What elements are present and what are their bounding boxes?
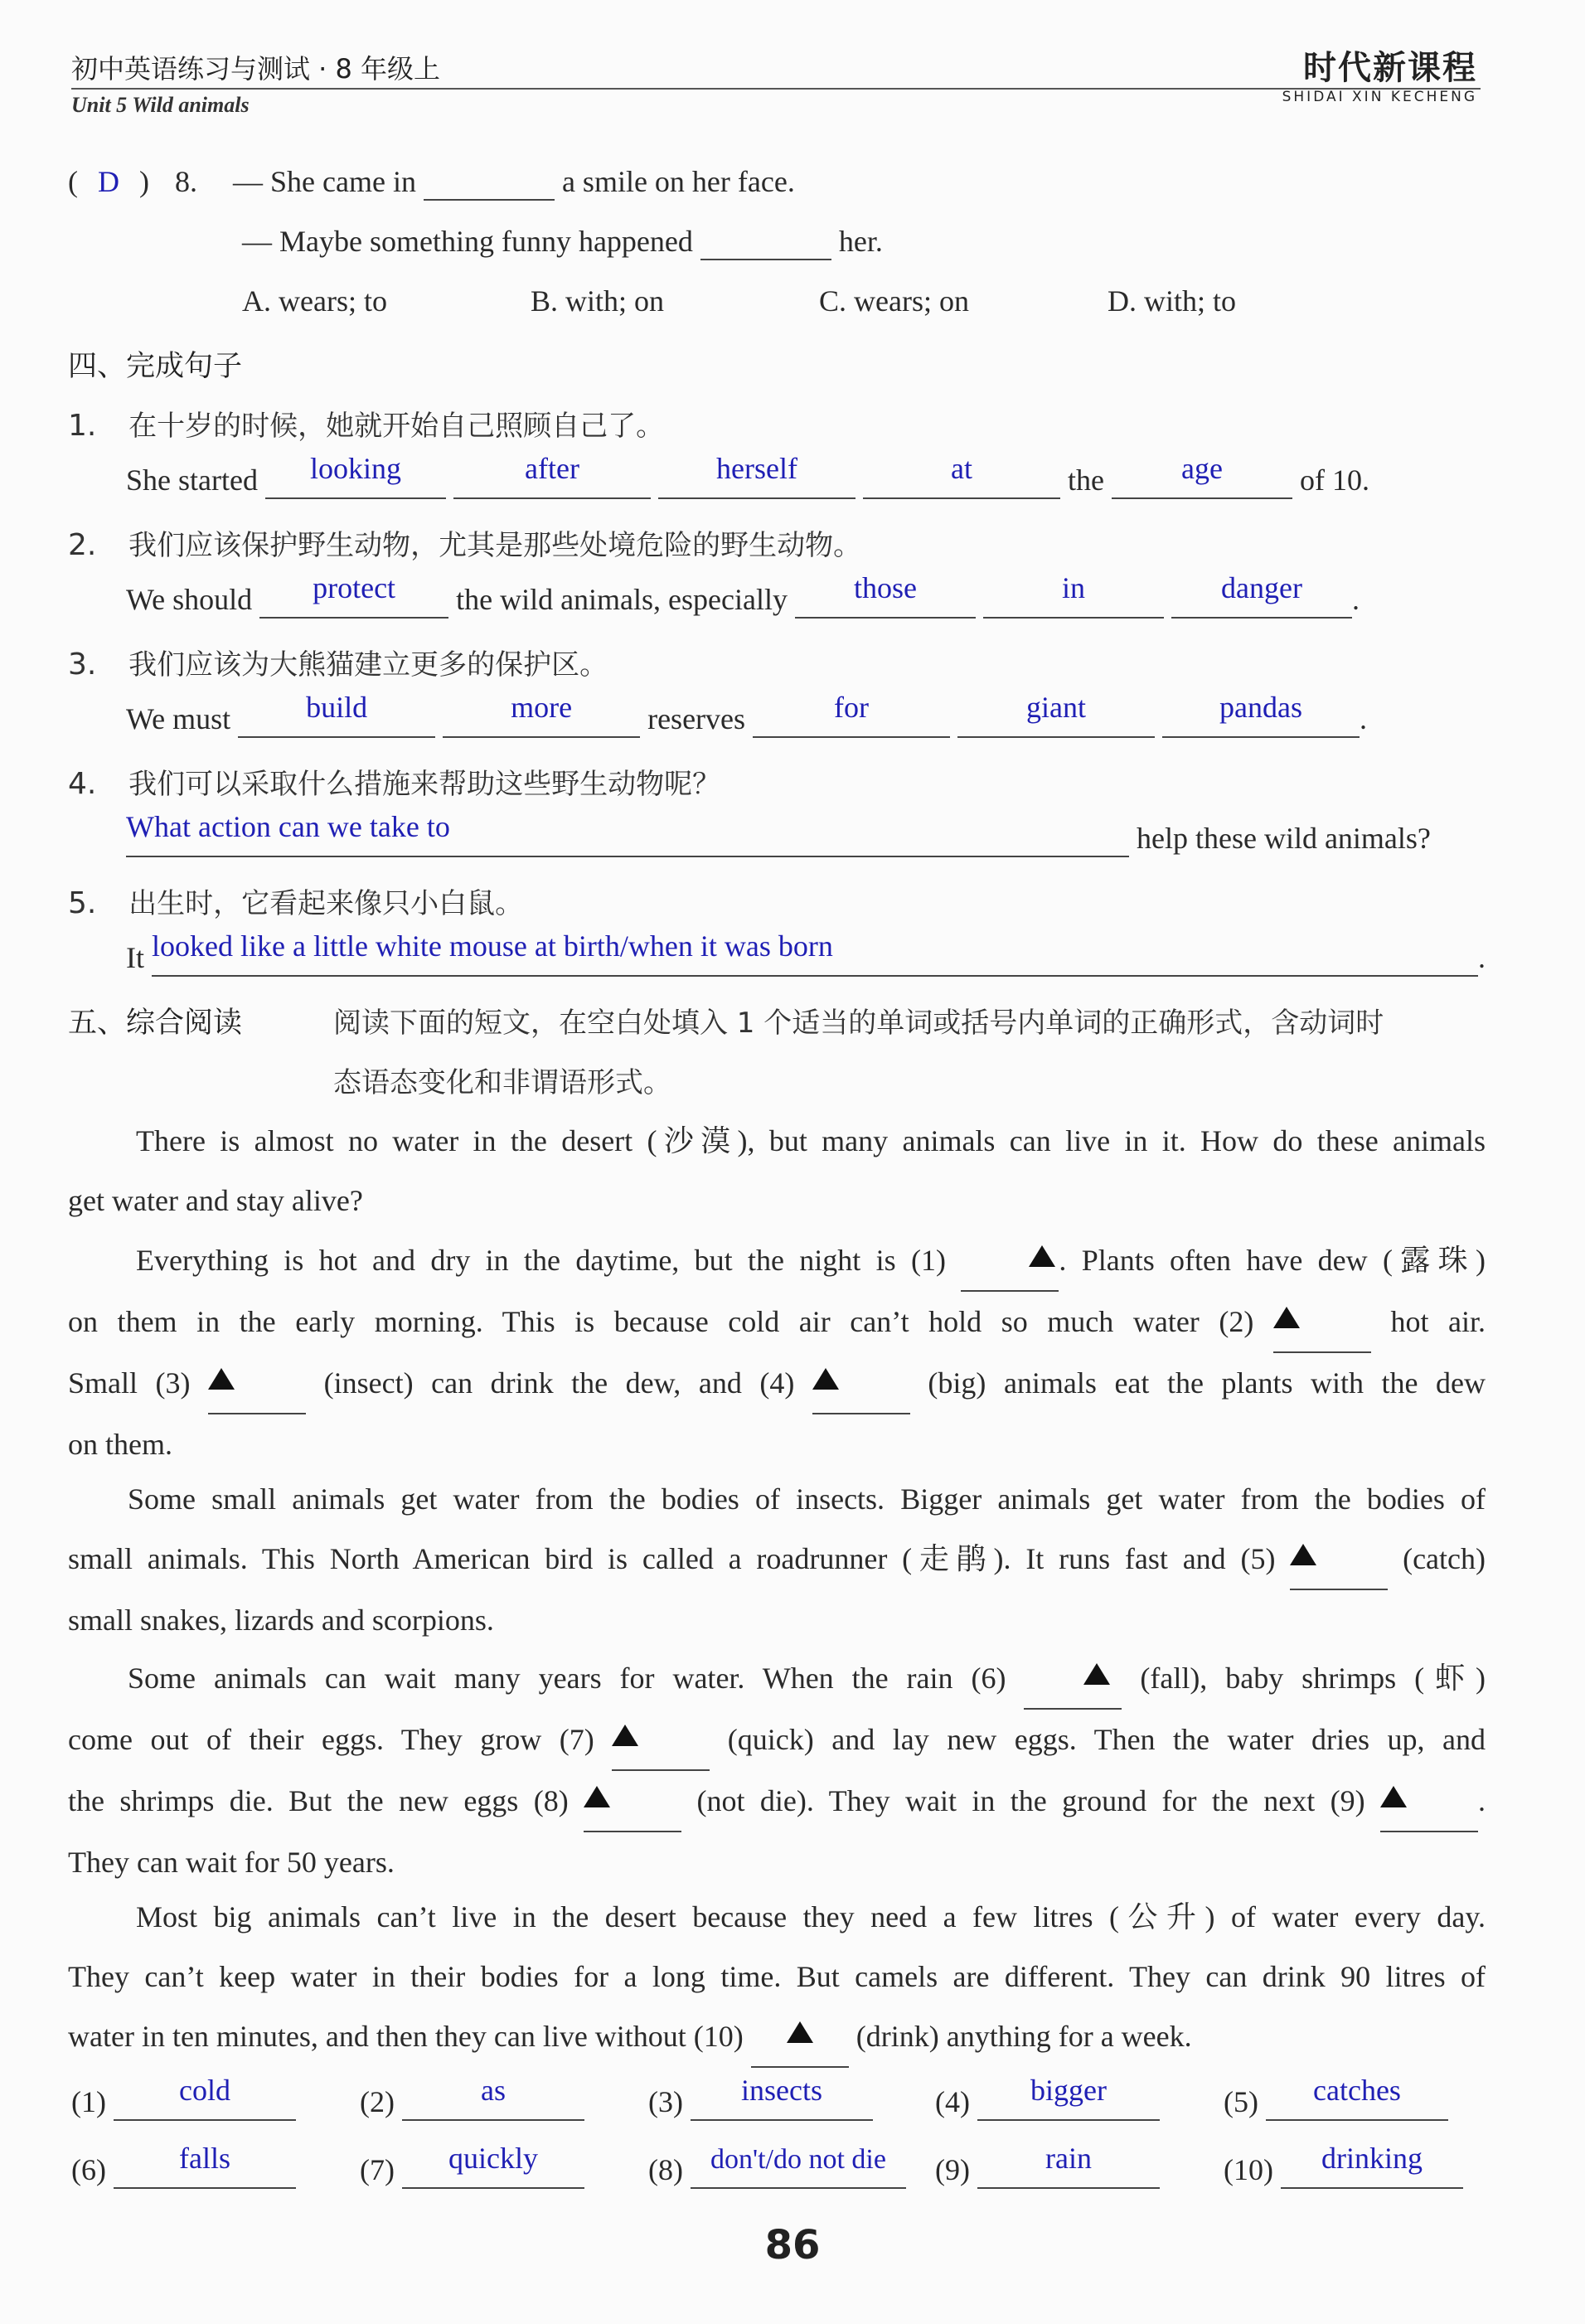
s4-item2-text-c: . — [1351, 583, 1360, 616]
p4-text-3: come out of their eggs. They grow (7) — [68, 1723, 594, 1756]
s4-item2-answer-2: those — [853, 571, 917, 604]
s4-item2-answer-3: in — [1061, 571, 1085, 604]
p4-text-1: Some animals can wait many years for water. When the rain (6) — [128, 1662, 1006, 1695]
q8-option-d: D. with; to — [1108, 284, 1237, 318]
answer-8 — [648, 2144, 906, 2189]
s4-item3-answer-3: for — [834, 691, 870, 724]
s4-item3-text-c: . — [1360, 702, 1368, 735]
answer-9-blank — [977, 2142, 1160, 2189]
s4-item3-blank-2 — [443, 691, 640, 738]
p5-text-1: water in ten minutes, and then they can live without (10) — [68, 2020, 744, 2053]
p5-line1: Most big animals can’t live in the desert because they need a few litres (公升) of water every day. — [136, 1900, 1486, 1933]
s4-item1-cn — [68, 403, 664, 444]
s4-item1-blank-2 — [453, 452, 651, 499]
blank-9-triangle-icon — [1380, 1786, 1407, 1807]
answer-2 — [360, 2074, 584, 2121]
q8-paren-open: ( — [68, 165, 78, 198]
s4-item1-text-b: the — [1067, 463, 1104, 497]
p4-line2 — [68, 1710, 1486, 1771]
answer-9-label: (9) — [935, 2153, 970, 2186]
answer-9-value: rain — [1045, 2142, 1092, 2175]
p4-line1 — [68, 1648, 1486, 1710]
s4-item1-text-a: She started — [126, 463, 258, 497]
q8-option-b: B. with; on — [531, 284, 665, 318]
s4-item1-answer-1: looking — [309, 452, 401, 485]
p2-line2 — [68, 1292, 1486, 1353]
s4-item4-answer: What action can we take to — [126, 810, 450, 843]
answer-3-value: insects — [740, 2074, 822, 2107]
s4-item1-sentence — [126, 452, 1369, 499]
section5-instruction-1: 阅读下面的短文，在空白处填入 1 个适当的单词或括号内单词的正确形式，含动词时 — [333, 1007, 1384, 1040]
answer-3 — [648, 2074, 873, 2121]
blank-1-triangle-icon — [1029, 1245, 1055, 1267]
q8-option-a: A. wears; to — [242, 284, 387, 318]
p4-text-4: (quick) and lay new eggs. Then the water dries up, and — [727, 1723, 1486, 1756]
s4-item2-answer-4: danger — [1221, 571, 1302, 604]
s4-item3-answer-5: pandas — [1219, 691, 1303, 724]
answer-5-value: catches — [1313, 2074, 1401, 2107]
p4-line3 — [68, 1771, 1486, 1832]
blank-4-triangle-icon — [812, 1368, 839, 1390]
s4-item2-cn — [68, 522, 861, 563]
q8-line1 — [68, 164, 795, 201]
unit-title: Unit 5 Wild animals — [71, 93, 250, 117]
q8-line2 — [242, 224, 883, 260]
s4-item5-answer: looked like a little white mouse at birth/when it was born — [152, 929, 833, 963]
answer-5-label: (5) — [1224, 2085, 1258, 2118]
answer-10-value: drinking — [1321, 2142, 1423, 2175]
answer-4 — [935, 2074, 1160, 2121]
q8-answer: D — [98, 165, 119, 198]
q8-line1-a: — She came in — [233, 165, 416, 198]
p1-line2: get water and stay alive? — [68, 1184, 363, 1217]
s4-item3-blank-3 — [753, 691, 950, 738]
blank-5 — [1290, 1529, 1388, 1590]
blank-2 — [1273, 1292, 1371, 1353]
s4-item3-cn — [68, 642, 608, 682]
blank-6-triangle-icon — [1083, 1663, 1110, 1685]
s4-item2-num: 2. — [68, 528, 97, 562]
p4-text-5: the shrimps die. But the new eggs (8) — [68, 1784, 569, 1817]
blank-10-triangle-icon — [787, 2021, 813, 2043]
p3-line3: small snakes, lizards and scorpions. — [68, 1604, 494, 1637]
passage-paragraph-2 — [68, 1230, 1486, 1474]
s4-item4-sentence — [126, 810, 1431, 857]
answer-1-blank — [114, 2074, 296, 2121]
answer-6-value: falls — [178, 2142, 230, 2175]
s4-item1-blank-3 — [658, 452, 856, 499]
s4-item3-chinese: 我们应该为大熊猫建立更多的保护区。 — [128, 648, 608, 682]
blank-1 — [961, 1230, 1059, 1292]
blank-4 — [812, 1353, 910, 1414]
s4-item3-answer-1: build — [306, 691, 368, 724]
s4-item5-sentence — [126, 929, 1486, 977]
blank-2-triangle-icon — [1273, 1307, 1300, 1328]
logo-chinese: 时代新课程 — [1303, 49, 1477, 87]
header-rule — [71, 88, 1481, 90]
p3-text-1: small animals. This North American bird is called a roadrunner (走鹃). It runs fast and (5) — [68, 1542, 1276, 1575]
answer-1-label: (1) — [71, 2085, 106, 2118]
s4-item5-blank — [152, 929, 1478, 977]
answer-8-value: don't/do not die — [710, 2144, 886, 2175]
blank-7 — [612, 1710, 710, 1771]
p2-line1 — [68, 1230, 1486, 1292]
s4-item2-blank-2 — [795, 571, 976, 619]
answer-6-blank — [114, 2142, 296, 2189]
s4-item2-text-b: the wild animals, especially — [456, 583, 788, 616]
q8-line2-a: — Maybe something funny happened — [242, 225, 693, 258]
p4-line4: They can wait for 50 years. — [68, 1846, 395, 1879]
blank-9 — [1380, 1771, 1478, 1832]
section5-title: 五、综合阅读 — [68, 1007, 243, 1040]
section4-title: 四、完成句子 — [68, 350, 243, 383]
p2-text-7: (big) animals eat the plants with the dew — [928, 1366, 1486, 1400]
passage-paragraph-3 — [68, 1469, 1486, 1650]
blank-3-triangle-icon — [208, 1368, 235, 1390]
s4-item1-blank-5 — [1112, 452, 1292, 499]
passage-paragraph-1 — [68, 1111, 1486, 1230]
s4-item1-answer-5: age — [1180, 452, 1223, 485]
answer-1 — [71, 2074, 296, 2121]
s4-item3-num: 3. — [68, 648, 97, 682]
q8-blank-1 — [424, 164, 555, 201]
s4-item5-text-a: It — [126, 941, 144, 974]
blank-5-triangle-icon — [1290, 1544, 1316, 1565]
answer-6 — [71, 2142, 296, 2189]
p4-text-2: (fall), baby shrimps (虾) — [1140, 1662, 1486, 1695]
s4-item4-num: 4. — [68, 767, 97, 801]
blank-7-triangle-icon — [612, 1725, 638, 1746]
p3-line2 — [68, 1529, 1486, 1590]
answer-8-blank — [691, 2144, 906, 2189]
s4-item3-text-b: reserves — [647, 702, 746, 735]
answer-5-blank — [1266, 2074, 1448, 2121]
s4-item4-text: help these wild animals? — [1137, 822, 1431, 855]
s4-item5-chinese: 出生时，它看起来像只小白鼠。 — [128, 887, 524, 920]
s4-item5-cn — [68, 881, 523, 921]
s4-item3-answer-4: giant — [1026, 691, 1087, 724]
answer-2-blank — [402, 2074, 584, 2121]
s4-item5-num: 5. — [68, 886, 97, 920]
p3-line1: Some small animals get water from the bodies of insects. Bigger animals get water from the bodies of — [128, 1482, 1486, 1516]
publisher-logo — [1282, 41, 1477, 105]
blank-10 — [751, 2006, 849, 2068]
s4-item1-text-c: of 10. — [1299, 463, 1369, 497]
p2-text-1: Everything is hot and dry in the daytime, but the night is (1) — [136, 1244, 946, 1277]
q8-option-c: C. wears; on — [819, 284, 969, 318]
s4-item2-blank-3 — [983, 571, 1164, 619]
s4-item1-blank-4 — [863, 452, 1060, 499]
answer-7-value: quickly — [448, 2142, 538, 2175]
answer-10-blank — [1281, 2142, 1463, 2189]
s4-item1-answer-2: after — [525, 452, 579, 485]
s4-item2-text-a: We should — [126, 583, 253, 616]
s4-item2-blank-1 — [259, 571, 448, 619]
p2-text-5: Small (3) — [68, 1366, 191, 1400]
blank-8-triangle-icon — [584, 1786, 610, 1807]
s4-item4-chinese: 我们可以采取什么措施来帮助这些野生动物呢？ — [128, 768, 721, 801]
answer-3-blank — [691, 2074, 873, 2121]
p3-text-2: (catch) — [1403, 1542, 1486, 1575]
answer-7 — [360, 2142, 584, 2189]
answer-4-label: (4) — [935, 2085, 970, 2118]
book-title: 初中英语练习与测试 · 8 年级上 — [71, 53, 441, 85]
section5-instruction-2: 态语态变化和非谓语形式。 — [333, 1066, 671, 1099]
answer-3-label: (3) — [648, 2085, 683, 2118]
answer-4-blank — [977, 2074, 1160, 2121]
answer-7-blank — [402, 2142, 584, 2189]
answer-10 — [1224, 2142, 1463, 2189]
s4-item3-answer-2: more — [511, 691, 573, 724]
p4-text-7: . — [1478, 1784, 1486, 1817]
s4-item1-answer-3: herself — [715, 452, 797, 485]
s4-item5-text-b: . — [1478, 941, 1486, 974]
passage-paragraph-5 — [68, 1887, 1486, 2068]
answer-5 — [1224, 2074, 1448, 2121]
p2-text-6: (insect) can drink the dew, and (4) — [323, 1366, 795, 1400]
p2-text-2: . Plants often have dew (露珠) — [1059, 1244, 1486, 1277]
s4-item1-blank-1 — [265, 452, 446, 499]
answer-6-label: (6) — [71, 2153, 106, 2186]
s4-item2-answer-1: protect — [313, 571, 396, 604]
s4-item2-sentence — [126, 571, 1360, 619]
s4-item3-sentence — [126, 691, 1368, 738]
s4-item3-blank-1 — [238, 691, 435, 738]
s4-item2-chinese: 我们应该保护野生动物，尤其是那些处境危险的野生动物。 — [128, 529, 862, 562]
s4-item1-num: 1. — [68, 409, 97, 443]
answer-10-label: (10) — [1224, 2153, 1273, 2186]
p2-text-3: on them in the early morning. This is because cold air can’t hold so much water (2) — [68, 1305, 1254, 1338]
p5-line2: They can’t keep water in their bodies for a long time. But camels are different. They can drink 90 litres of — [68, 1960, 1486, 1993]
s4-item3-text-a: We must — [126, 702, 231, 735]
blank-6 — [1024, 1648, 1122, 1710]
p1-line1: There is almost no water in the desert (沙漠), but many animals can live in it. How do these animals — [136, 1124, 1486, 1157]
p2-line4: on them. — [68, 1428, 172, 1461]
s4-item2-blank-4 — [1171, 571, 1352, 619]
p2-text-4: hot air. — [1390, 1305, 1486, 1338]
answer-2-value: as — [480, 2074, 506, 2107]
passage-paragraph-4 — [68, 1648, 1486, 1892]
s4-item3-blank-5 — [1162, 691, 1360, 738]
answer-7-label: (7) — [360, 2153, 395, 2186]
q8-paren-close: ) — [139, 165, 149, 198]
p2-line3 — [68, 1353, 1486, 1414]
q8-number: 8. — [175, 165, 197, 198]
q8-line2-b: her. — [838, 225, 883, 258]
page-number: 86 — [764, 2222, 821, 2268]
answer-8-label: (8) — [648, 2153, 683, 2186]
answer-1-value: cold — [178, 2074, 230, 2107]
q8-line1-b: a smile on her face. — [561, 165, 795, 198]
p5-text-2: (drink) anything for a week. — [856, 2020, 1192, 2053]
answer-2-label: (2) — [360, 2085, 395, 2118]
answer-4-value: bigger — [1030, 2074, 1107, 2107]
s4-item4-blank — [126, 810, 1129, 857]
blank-3 — [208, 1353, 306, 1414]
p5-line3 — [68, 2006, 1486, 2068]
answer-9 — [935, 2142, 1160, 2189]
s4-item1-chinese: 在十岁的时候，她就开始自己照顾自己了。 — [128, 410, 665, 443]
s4-item4-cn — [68, 761, 720, 802]
q8-blank-2 — [700, 224, 831, 260]
p4-text-6: (not die). They wait in the ground for the next (9) — [696, 1784, 1365, 1817]
s4-item1-answer-4: at — [950, 452, 972, 485]
logo-pinyin: SHIDAI XIN KECHENG — [1282, 89, 1477, 105]
blank-8 — [584, 1771, 681, 1832]
s4-item3-blank-4 — [957, 691, 1155, 738]
